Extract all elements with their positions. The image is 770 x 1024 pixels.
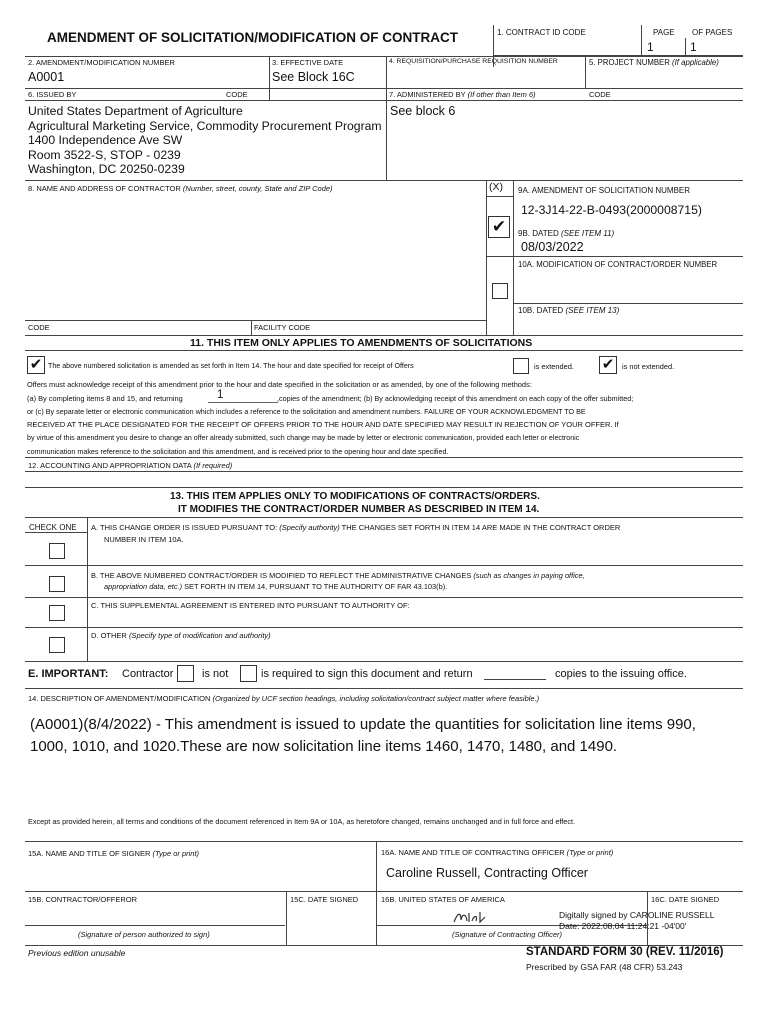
signature-person-caption [78, 930, 210, 939]
item-14-text: 14. DESCRIPTION OF AMENDMENT/MODIFICATION [28, 694, 211, 703]
signer-15a-note: (Type or print) [152, 849, 200, 858]
contractor-label-note: (Number, street, county, State and ZIP Code) [182, 184, 333, 193]
section-11-line-3b: ,copies of the amendment; (b) By acknowledging receipt of this amendment on each copy of the offer submitted; [277, 394, 634, 403]
section-13d-note: (Specify type of modification and authority) [128, 631, 271, 640]
project-number-note: (If applicable) [672, 58, 719, 67]
of-pages-label: OF PAGES [692, 28, 733, 37]
effective-date-label: 3. EFFECTIVE DATE [272, 58, 344, 67]
issuer-line: United States Department of Agriculture [28, 104, 243, 118]
important-contractor: Contractor [122, 668, 174, 680]
officer-name-value[interactable]: Caroline Russell, Contracting Officer [386, 866, 588, 880]
checkbox-is-required[interactable] [240, 665, 257, 682]
checkbox-13b[interactable] [49, 576, 65, 592]
description-line-2[interactable]: 1000, 1010, and 1020.These are now solicitation line items 1460, 1470, 1480, and 1490. [30, 738, 618, 755]
contractor-code-label: CODE [28, 323, 50, 332]
section-11-line-4: or (c) By separate letter or electronic communication which includes a reference to the solicitation and amendment numbers. FAILURE OF YOUR ACKNOWLEDGMENT TO BE [27, 407, 586, 416]
item-14-note: (Organized by UCF section headings, including solicitation/contract subject matter where feasible.) [212, 694, 540, 703]
important-is-required: is required to sign this document and return [261, 668, 473, 680]
digital-signature-line-1: Digitally signed by CAROLINE RUSSELL [559, 910, 715, 920]
requisition-label: 4. REQUISITION/PURCHASE REQUISITION NUMBER [389, 58, 558, 65]
administered-code-label: CODE [589, 90, 611, 99]
item-12-note: (If required) [193, 461, 233, 470]
section-13b-text: B. THE ABOVE NUMBERED CONTRACT/ORDER IS MODIFIED TO REFLECT THE ADMINISTRATIVE CHANGES [91, 571, 472, 580]
administered-by-note: (If other than Item 6) [467, 90, 536, 99]
contractor-label-text: 8. NAME AND ADDRESS OF CONTRACTOR [28, 184, 181, 193]
section-11-line-3b-text: copies of the amendment; (b) By acknowledging receipt of this amendment on each copy of the offer submitted; [279, 394, 634, 403]
issuer-line: 1400 Independence Ave SW [28, 133, 183, 147]
section-11-line-1: The above numbered solicitation is amended as set forth in Item 14. The hour and date specified for receipt of Offers [48, 362, 414, 370]
checkbox-10[interactable] [492, 283, 508, 299]
usa-16b-label: 16B. UNITED STATES OF AMERICA [381, 895, 505, 904]
administered-by-value[interactable]: See block 6 [390, 104, 456, 118]
officer-16a-note: (Type or print) [566, 848, 614, 857]
form-title: AMENDMENT OF SOLICITATION/MODIFICATION OF CONTRACT [47, 30, 458, 45]
checkbox-is-not[interactable] [177, 665, 194, 682]
dated-10b-text: 10B. DATED [518, 306, 564, 315]
signature-officer-text: (Signature of Contracting Officer) [452, 930, 563, 939]
section-13d-line [91, 631, 271, 640]
section-13a-tail: THE CHANGES SET FORTH IN ITEM 14 ARE MADE IN THE CONTRACT ORDER [341, 523, 621, 532]
digital-signature-mark[interactable] [452, 908, 492, 926]
x-marker: (X) [489, 181, 503, 193]
section-13a-note: (Specify authority) [279, 523, 340, 532]
signer-15a-text: 15A. NAME AND TITLE OF SIGNER [28, 849, 151, 858]
checkbox-9-checked[interactable]: ✔ [488, 216, 510, 238]
form-number: STANDARD FORM 30 (REV. 11/2016) [526, 946, 724, 958]
section-11-heading: 11. THIS ITEM ONLY APPLIES TO AMENDMENTS OF SOLICITATIONS [190, 337, 533, 349]
amendment-9a-value[interactable]: 12-3J14-22-B-0493(2000008715) [521, 203, 702, 217]
page-label: PAGE [653, 28, 675, 37]
digital-signature-line-2: Date: 2022.08.04 11:24:21 -04'00' [559, 921, 687, 931]
section-13-heading-1: 13. THIS ITEM APPLIES ONLY TO MODIFICATIONS OF CONTRACTS/ORDERS. [170, 491, 540, 502]
project-number-label [589, 58, 719, 67]
item-14-label [28, 694, 539, 703]
section-13b-note: (such as changes in paying office, [473, 571, 585, 580]
item-12-label [28, 461, 232, 470]
important-is-not: is not [202, 668, 229, 680]
date-16c-label: 16C. DATE SIGNED [651, 895, 720, 904]
checkbox-extended[interactable] [513, 358, 529, 374]
important-copies: copies to the issuing office. [555, 668, 687, 680]
dated-9b-text: 9B. DATED [518, 229, 559, 238]
except-clause: Except as provided herein, all terms and conditions of the document referenced in Item 9A or 10A, as heretofore changed, remains unchanged and in full force and effect. [28, 817, 576, 826]
issued-by-label: 6. ISSUED BY [28, 90, 77, 99]
previous-edition [28, 948, 125, 958]
section-11-line-7: communication makes reference to the solicitation and this amendment, and is received prior to the opening hour and date specified. [27, 447, 449, 456]
section-11-line-3a: (a) By completing items 8 and 15, and returning [27, 394, 183, 403]
section-13b-note-2: appropriation data, etc.) [104, 582, 183, 591]
section-13-heading-2: IT MODIFIES THE CONTRACT/ORDER NUMBER AS DESCRIBED IN ITEM 14. [178, 504, 540, 515]
dated-10b-label [518, 306, 619, 315]
not-extended-label: is not extended. [622, 362, 675, 371]
project-number-text: 5. PROJECT NUMBER [589, 58, 670, 67]
section-13a-line-2: NUMBER IN ITEM 10A. [104, 535, 184, 544]
amendment-9a-label: 9A. AMENDMENT OF SOLICITATION NUMBER [518, 186, 691, 195]
contractor-15b-label: 15B. CONTRACTOR/OFFEROR [28, 895, 138, 904]
dated-9b-label [518, 229, 614, 238]
effective-date-value[interactable]: See Block 16C [272, 70, 355, 84]
date-15c-label: 15C. DATE SIGNED [290, 895, 359, 904]
contractor-label [28, 184, 333, 193]
section-13c-line: C. THIS SUPPLEMENTAL AGREEMENT IS ENTERED INTO PURSUANT TO AUTHORITY OF: [91, 601, 410, 610]
issuer-address[interactable] [28, 104, 382, 177]
amendment-number-label: 2. AMENDMENT/MODIFICATION NUMBER [28, 58, 175, 67]
signature-person-text: (Signature of person authorized to sign) [78, 930, 210, 939]
dated-10b-note: (SEE ITEM 13) [565, 306, 620, 315]
officer-16a-text: 16A. NAME AND TITLE OF CONTRACTING OFFICER [381, 848, 565, 857]
dated-9b-value[interactable]: 08/03/2022 [521, 240, 584, 254]
signature-scribble-icon [452, 908, 492, 926]
section-13a-line-1 [91, 523, 620, 532]
issuer-line: Room 3522-S, STOP - 0239 [28, 147, 181, 162]
copies-value[interactable]: 1 [217, 389, 224, 401]
section-13b-line-1 [91, 571, 585, 580]
extended-label: is extended. [534, 362, 574, 371]
signer-15a-label [28, 849, 199, 858]
section-13b-text-2: SET FORTH IN ITEM 14, PURSUANT TO THE AUTHORITY OF FAR 43.103(b). [184, 582, 448, 591]
important-label: E. IMPORTANT: [28, 668, 109, 680]
contract-id-label: 1. CONTRACT ID CODE [497, 28, 586, 37]
section-11-line-2: Offers must acknowledge receipt of this amendment prior to the hour and date specified in the solicitation or as amended, by one of the following methods: [27, 380, 532, 389]
copies-return-blank[interactable] [484, 679, 546, 680]
issuer-line: Agricultural Marketing Service, Commodity Procurement Program [28, 118, 382, 133]
check-one-label: CHECK ONE [29, 523, 77, 532]
mod-10a-label: 10A. MODIFICATION OF CONTRACT/ORDER NUMBER [518, 260, 718, 269]
officer-16a-label [381, 848, 613, 857]
issuer-line: Washington, DC 20250-0239 [28, 162, 185, 176]
section-13d-text: D. OTHER [91, 631, 127, 640]
dated-9b-note: (SEE ITEM 11) [560, 229, 615, 238]
issued-code-label: CODE [226, 90, 248, 99]
signature-officer-caption [452, 930, 562, 939]
of-pages-number: 1 [690, 40, 697, 54]
checkbox-13a[interactable] [49, 543, 65, 559]
section-13a-text: A. THIS CHANGE ORDER IS ISSUED PURSUANT TO: [91, 523, 278, 532]
facility-code-label: FACILITY CODE [254, 323, 311, 332]
checkbox-13c[interactable] [49, 605, 65, 621]
checkbox-not-extended[interactable]: ✔ [599, 356, 617, 374]
section-13b-line-2 [104, 582, 447, 591]
amendment-number-value[interactable]: A0001 [28, 70, 65, 84]
administered-by-label [389, 90, 536, 99]
administered-by-text: 7. ADMINISTERED BY [389, 90, 466, 99]
page-number: 1 [647, 40, 654, 54]
section-11-line-6: by virtue of this amendment you desire to change an offer already submitted, such change may be made by letter or electronic communication, provided each letter or electronic [27, 434, 580, 442]
description-line-1[interactable]: (A0001)(8/4/2022) - This amendment is issued to update the quantities for solicitation line items 990, [30, 716, 696, 733]
prescribed-by: Prescribed by GSA FAR (48 CFR) 53.243 [526, 962, 683, 972]
section-11-line-5: RECEIVED AT THE PLACE DESIGNATED FOR THE RECEIPT OF OFFERS PRIOR TO THE HOUR AND DATE SPECIFIED MAY RESULT IN REJECTION OF YOUR OFFER. If [27, 420, 619, 429]
checkbox-11-amended[interactable]: ✔ [27, 356, 45, 374]
checkbox-13d[interactable] [49, 637, 65, 653]
previous-edition-text: Previous edition unusable [28, 948, 126, 958]
item-12-text: 12. ACCOUNTING AND APPROPRIATION DATA [28, 461, 192, 470]
